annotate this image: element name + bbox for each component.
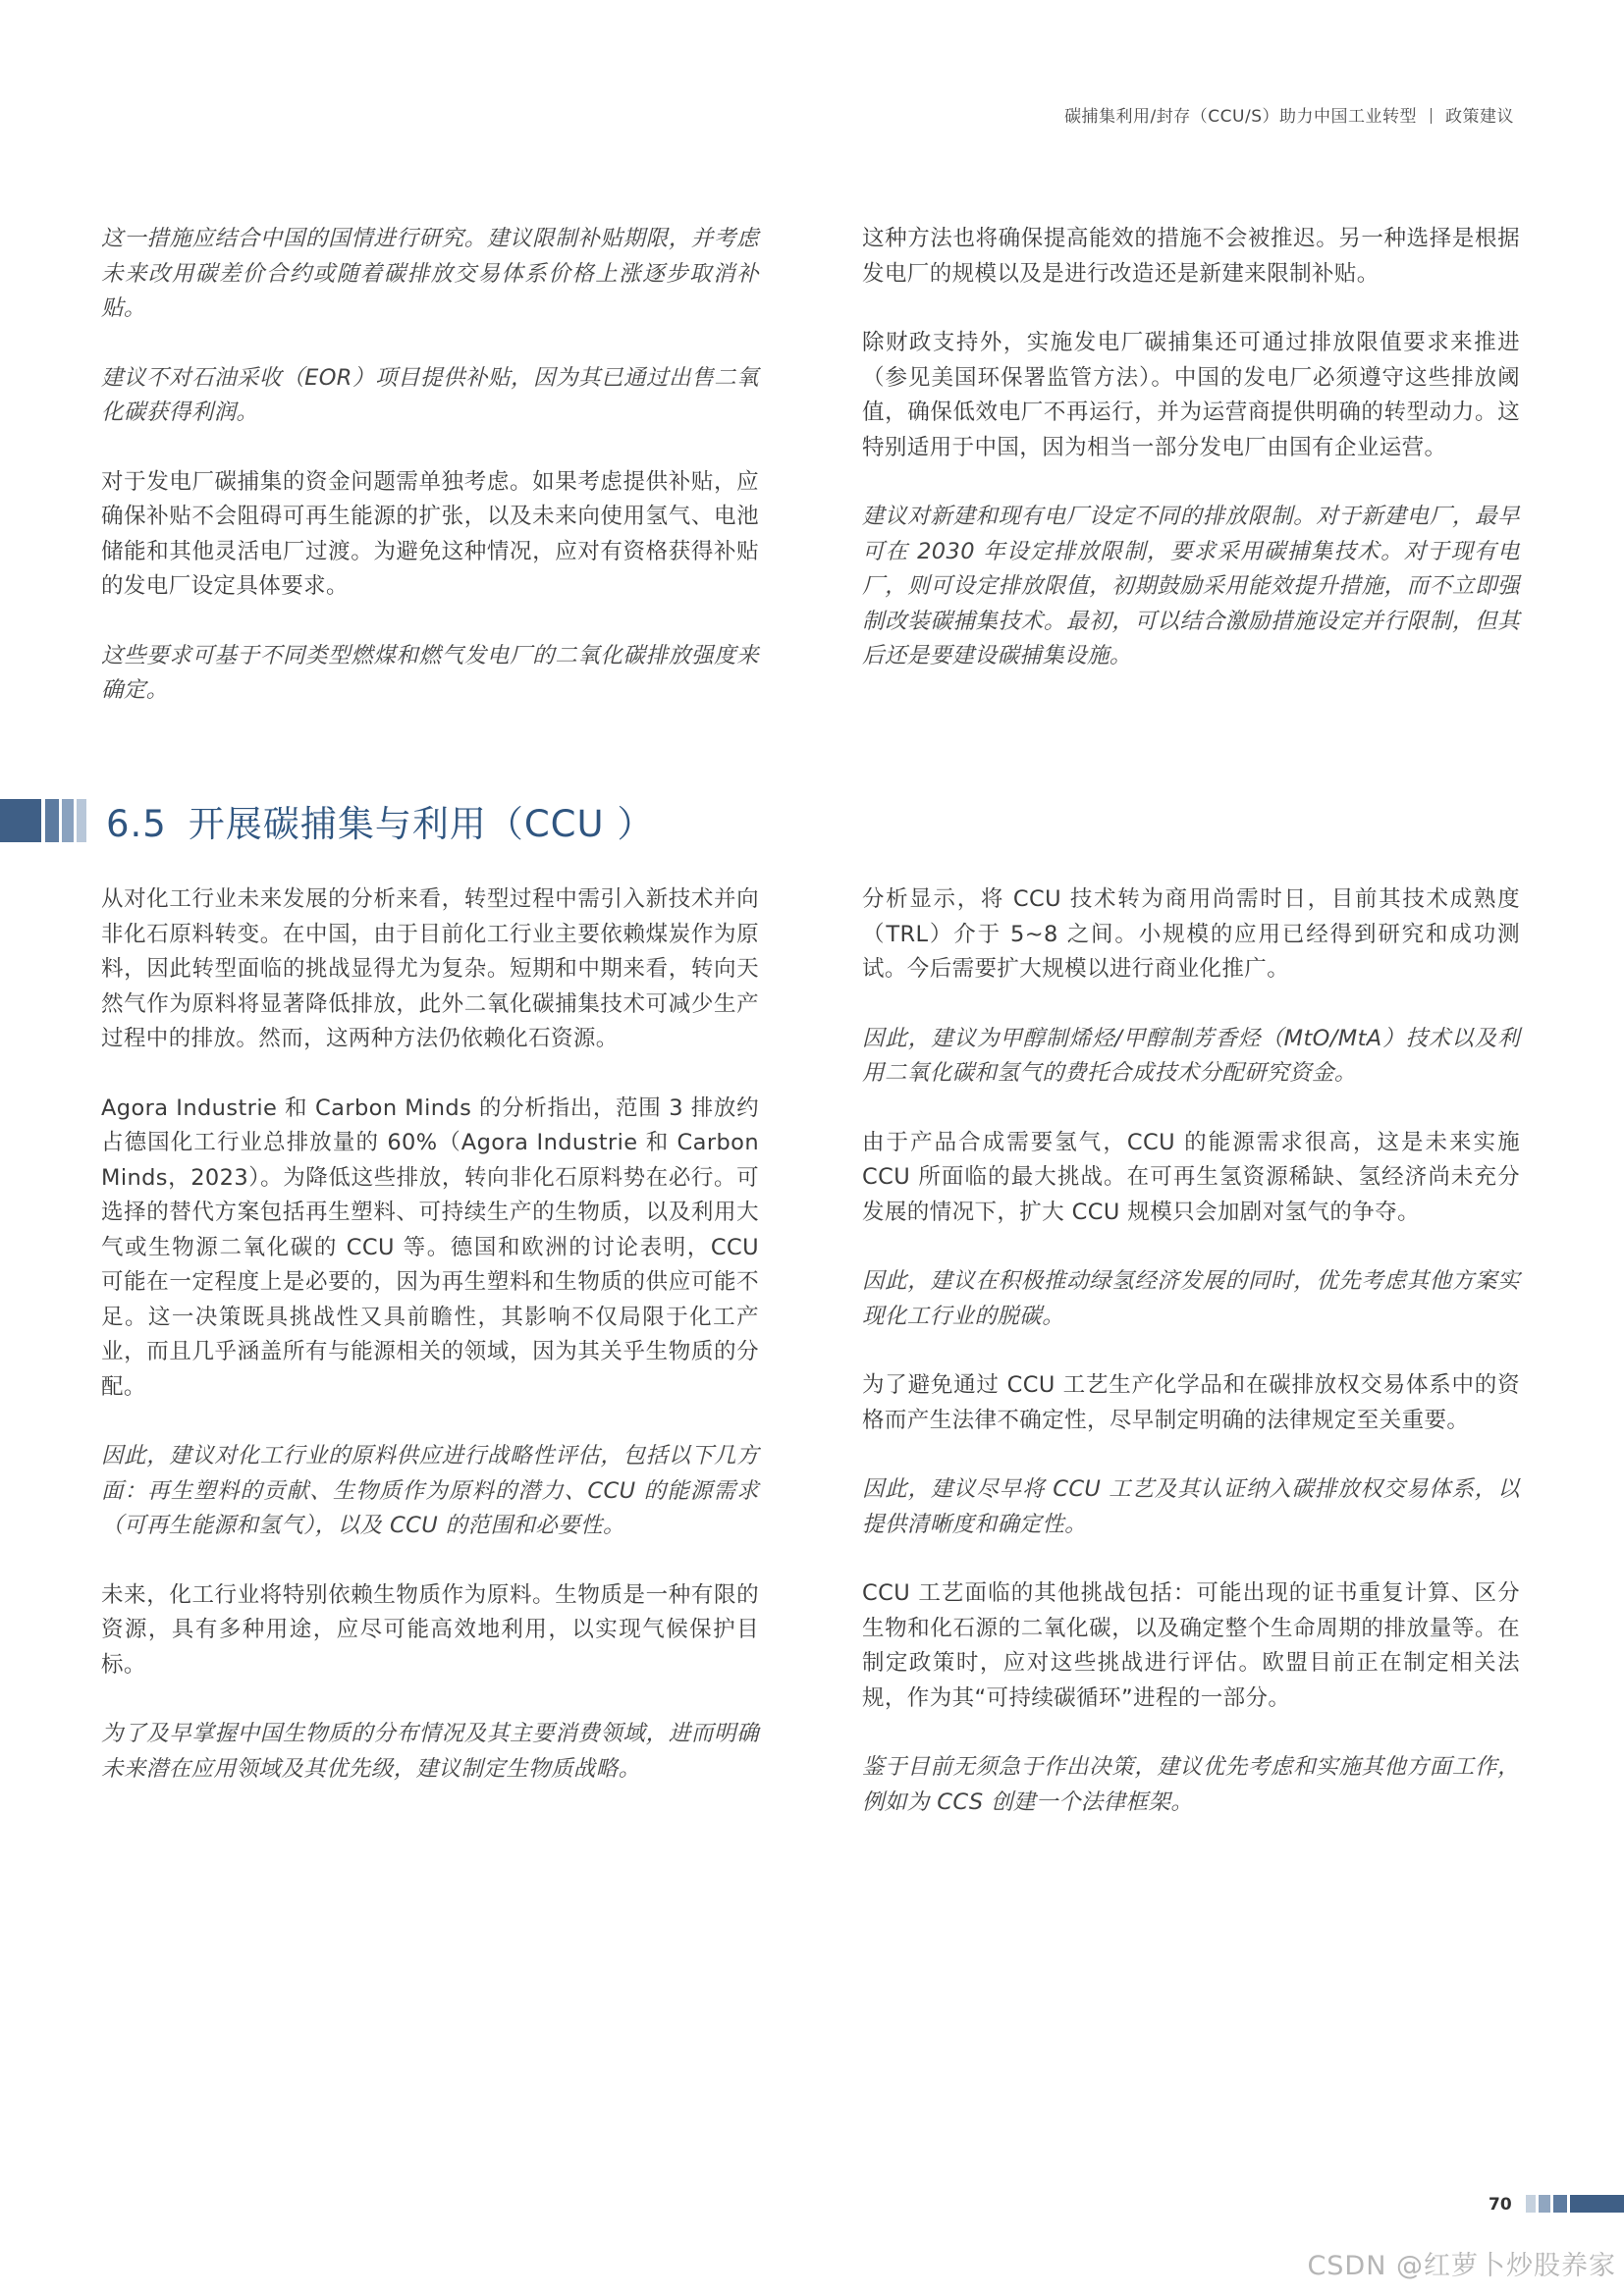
- recommendation-paragraph: 因此，建议尽早将 CCU 工艺及其认证纳入碳排放权交易体系，以提供清晰度和确定性。: [862, 1476, 1520, 1537]
- recommendation-paragraph: 因此，建议为甲醇制烯烃/甲醇制芳香烃（MtO/MtA）技术以及利用二氧化碳和氢气的费托合成技术分配研究资金。: [862, 1025, 1520, 1086]
- footer-accent-bar: [1526, 2195, 1624, 2213]
- recommendation-paragraph: 因此，建议对化工行业的原料供应进行战略性评估，包括以下几方面：再生塑料的贡献、生物质作为原料的潜力、CCU 的能源需求（可再生能源和氢气），以及 CCU 的范围和必要性。: [101, 1443, 759, 1538]
- section-title-text: 开展碳捕集与利用（CCU ）: [188, 803, 655, 845]
- header-separator: [1431, 108, 1432, 124]
- recommendation-paragraph: 鉴于目前无须急于作出决策，建议优先考虑和实施其他方面工作，例如为 CCS 创建一个法律框架。: [862, 1754, 1520, 1815]
- section-number: 6.5: [106, 803, 167, 845]
- recommendation-paragraph: 这一措施应结合中国的国情进行研究。建议限制补贴期限，并考虑未来改用碳差价合约或随着碳排放交易体系价格上涨逐步取消补贴。: [101, 226, 759, 321]
- top-left-column: [101, 222, 759, 743]
- section-title: [106, 794, 654, 847]
- bottom-right-column: [862, 882, 1520, 1854]
- body-paragraph: 对于发电厂碳捕集的资金问题需单独考虑。如果考虑提供补贴，应确保补贴不会阻碍可再生能源的扩张，以及未来向使用氢气、电池储能和其他灵活电厂过渡。为避免这种情况，应对有资格获得补贴的发电厂设定具体要求。: [101, 468, 759, 599]
- section-heading: [0, 797, 654, 844]
- heading-accent-bar: [0, 799, 86, 842]
- recommendation-paragraph: 建议不对石油采收（EOR）项目提供补贴，因为其已通过出售二氧化碳获得利润。: [101, 364, 759, 425]
- body-paragraph: 从对化工行业未来发展的分析来看，转型过程中需引入新技术并向非化石原料转变。在中国，由于目前化工行业主要依赖煤炭作为原料，因此转型面临的挑战显得尤为复杂。短期和中期来看，转向天然气作为原料将显著降低排放，此外二氧化碳捕集技术可减少生产过程中的排放。然而，这两种方法仍依赖化石资源。: [101, 886, 759, 1051]
- top-right-column: [862, 222, 1520, 709]
- body-paragraph: 这种方法也将确保提高能效的措施不会被推迟。另一种选择是根据发电厂的规模以及是进行改造还是新建来限制补贴。: [862, 226, 1520, 287]
- body-paragraph: 为了避免通过 CCU 工艺生产化学品和在碳排放权交易体系中的资格而产生法律不确定性，尽早制定明确的法律规定至关重要。: [862, 1372, 1520, 1433]
- watermark: CSDN @红萝卜炒股养家: [1307, 2251, 1616, 2281]
- bottom-left-column: [101, 882, 759, 1821]
- recommendation-paragraph: 为了及早掌握中国生物质的分布情况及其主要消费领域，进而明确未来潜在应用领域及其优先级，建议制定生物质战略。: [101, 1721, 759, 1782]
- body-paragraph: 由于产品合成需要氢气，CCU 的能源需求很高，这是未来实施 CCU 所面临的最大挑战。在可再生氢资源稀缺、氢经济尚未充分发展的情况下，扩大 CCU 规模只会加剧对氢气的争夺。: [862, 1129, 1520, 1225]
- body-paragraph: 分析显示，将 CCU 技术转为商用尚需时日，目前其技术成熟度（TRL）介于 5~8 之间。小规模的应用已经得到研究和成功测试。今后需要扩大规模以进行商业化推广。: [862, 886, 1520, 982]
- page-number: 70: [1489, 2195, 1512, 2215]
- body-paragraph: Agora Industrie 和 Carbon Minds 的分析指出，范围 3 排放约占德国化工行业总排放量的 60%（Agora Industrie 和 Carbon Minds，2023）。为降低这些排放，转向非化石原料势在必行。可选择的替代方案包括再生塑料、可持续生产的生物质，以及利用大气或生物源二氧化碳的 CCU 等。德国和欧洲的讨论表明，CCU 可能在一定程度上是必要的，因为再生塑料和生物质的供应可能不足。这一决策既具挑战性又具前瞻性，其影响不仅局限于化工产业，而且几乎涵盖所有与能源相关的领域，因为其关乎生物质的分配。: [101, 1095, 759, 1400]
- body-paragraph: 未来，化工行业将特别依赖生物质作为原料。生物质是一种有限的资源，具有多种用途，应尽可能高效地利用，以实现气候保护目标。: [101, 1581, 759, 1678]
- recommendation-paragraph: 建议对新建和现有电厂设定不同的排放限制。对于新建电厂，最早可在 2030 年设定排放限制，要求采用碳捕集技术。对于现有电厂，则可设定排放限值，初期鼓励采用能效提升措施，而不立即强制改装碳捕集技术。最初，可以结合激励措施设定并行限制，但其后还是要建设碳捕集设施。: [862, 504, 1520, 668]
- body-paragraph: CCU 工艺面临的其他挑战包括：可能出现的证书重复计算、区分生物和化石源的二氧化碳，以及确定整个生命周期的排放量等。在制定政策时，应对这些挑战进行评估。欧盟目前正在制定相关法规，作为其“可持续碳循环”进程的一部分。: [862, 1580, 1520, 1711]
- chapter-title: 政策建议: [1445, 107, 1514, 127]
- recommendation-paragraph: 因此，建议在积极推动绿氢经济发展的同时，优先考虑其他方案实现化工行业的脱碳。: [862, 1268, 1520, 1329]
- report-title: 碳捕集利用/封存（CCU/S）助力中国工业转型: [1064, 107, 1417, 127]
- recommendation-paragraph: 这些要求可基于不同类型燃煤和燃气发电厂的二氧化碳排放强度来确定。: [101, 642, 759, 703]
- body-paragraph: 除财政支持外，实施发电厂碳捕集还可通过排放限值要求来推进（参见美国环保署监管方法）。中国的发电厂必须遵守这些排放阈值，确保低效电厂不再运行，并为运营商提供明确的转型动力。这特别适用于中国，因为相当一部分发电厂由国有企业运营。: [862, 330, 1520, 460]
- running-header: [1064, 102, 1514, 127]
